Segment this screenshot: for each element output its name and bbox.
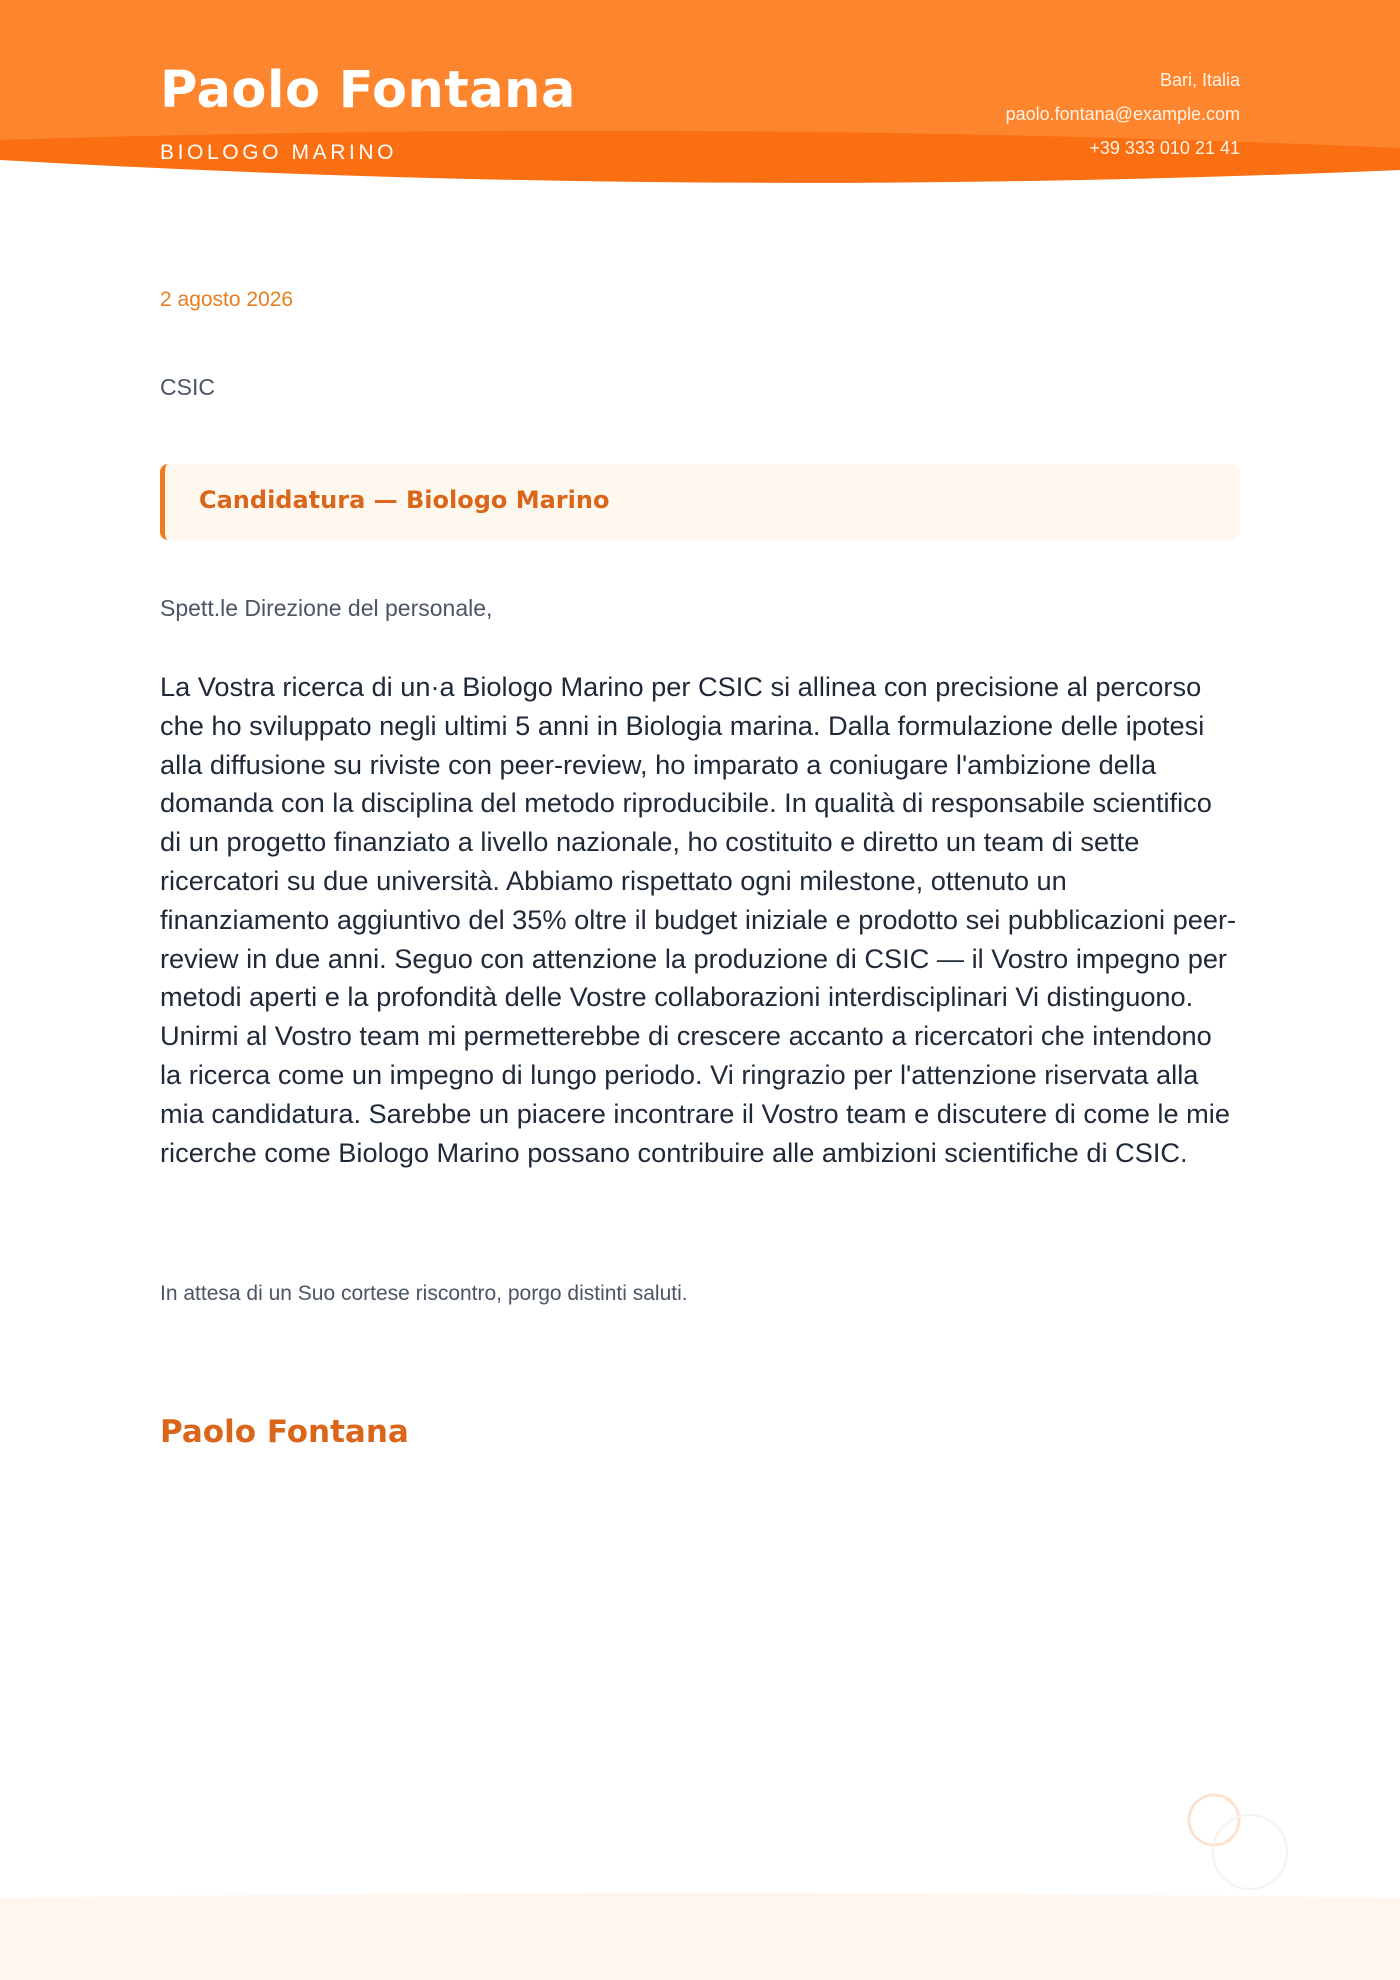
closing-line: In attesa di un Suo cortese riscontro, porgo distinti saluti. — [160, 1282, 688, 1305]
letter-recipient: CSIC — [160, 374, 215, 400]
contact-phone[interactable]: +39 333 010 21 41 — [1089, 138, 1240, 158]
decorative-circles-icon — [1180, 1786, 1300, 1890]
contact-email[interactable]: paolo.fontana@example.com — [1005, 104, 1240, 124]
sender-role: BIOLOGO MARINO — [160, 141, 398, 164]
subject-line: Candidatura — Biologo Marino — [199, 486, 610, 514]
sender-name: Paolo Fontana — [160, 61, 576, 120]
signature-name: Paolo Fontana — [160, 1414, 409, 1450]
letter-date: 2 agosto 2026 — [160, 288, 294, 311]
salutation: Spett.le Direzione del personale, — [160, 595, 493, 621]
subject-box — [160, 464, 1240, 540]
letter-body: La Vostra ricerca di un·a Biologo Marino per CSIC si allinea con precisione al percorso che ho sviluppato negli ultimi 5 anni in Biologia marina. Dalla formulazione delle ipotesi alla diffusione su riviste con peer-review, ho imparato a coniugare l'ambizione della domanda con la disciplina del metodo riproducibile. In qualità di responsabile scientifico di un progetto finanziato a livello nazionale, ho costituito e diretto un team di sette ricercatori su due università. Abbiamo rispettato ogni milestone, ottenuto un finanziamento aggiuntivo del 35% oltre il budget iniziale e prodotto sei pubblicazioni peer-review in due anni. Seguo con attenzione la produzione di CSIC — il Vostro impegno per metodi aperti e la profondità delle Vostre collaborazioni interdisciplinari Vi distinguono. Unirmi al Vostro team mi permetterebbe di crescere accanto a ricercatori che intendono la ricerca come un impegno di lungo periodo. Vi ringrazio per l'attenzione riservata alla mia candidatura. Sarebbe un piacere incontrare il Vostro team e discutere di come le mie ricerche come Biologo Marino possano contribuire alle ambizioni scientifiche di CSIC. — [160, 671, 1237, 1168]
contact-location: Bari, Italia — [1159, 70, 1240, 90]
contact-block — [1006, 63, 1240, 165]
header-banner — [0, 0, 1400, 190]
footer-band — [0, 1890, 1400, 1980]
